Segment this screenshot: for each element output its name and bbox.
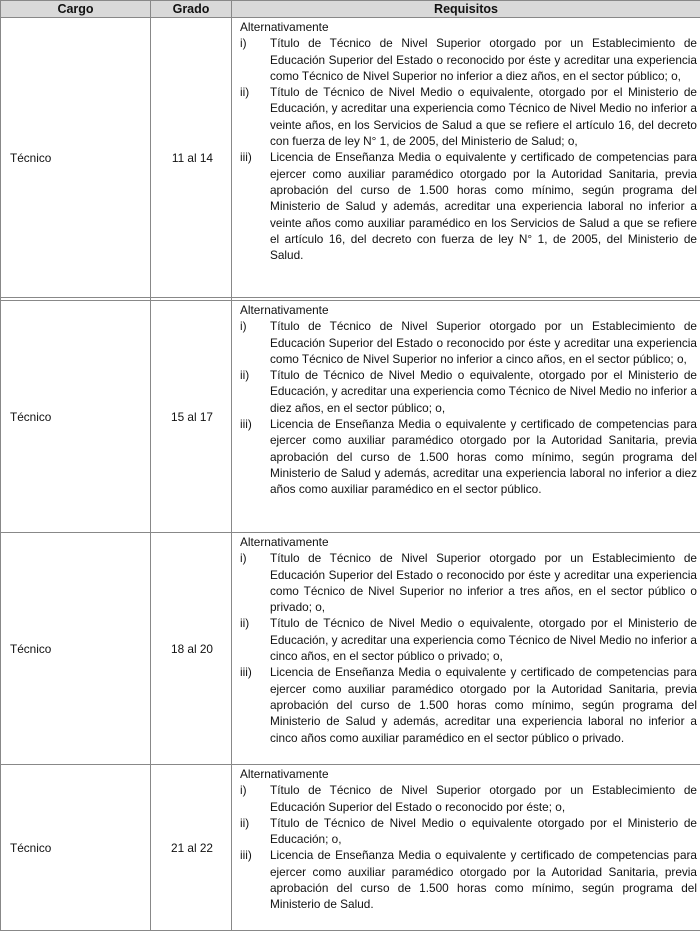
item-text: Título de Técnico de Nivel Superior otorgado por un Establecimiento de Educación Superior del Estado o reconocido por éste y acreditar una experiencia como Técnico de Nivel Superior no inferior a diez años, en el sector público; o, [270, 36, 697, 83]
requisitos-intro: Alternativamente [240, 303, 329, 317]
table-row [1, 18, 700, 298]
header-requisitos: Requisitos [232, 1, 700, 18]
item-number: ii) [240, 616, 250, 631]
item-number: i) [240, 783, 247, 798]
item-number: iii) [240, 417, 252, 432]
item-text: Título de Técnico de Nivel Superior otorgado por un Establecimiento de Educación Superior del Estado o reconocido por éste; o, [270, 783, 697, 814]
grado-cell: 21 al 22 [151, 765, 232, 931]
item-number: i) [240, 36, 247, 51]
requisitos-cell [232, 765, 700, 931]
table-row [1, 301, 700, 533]
requirement-item [240, 367, 697, 416]
requirement-item [240, 664, 697, 745]
requirement-item [240, 35, 697, 84]
requisitos-intro: Alternativamente [240, 767, 329, 781]
item-number: ii) [240, 368, 250, 383]
item-number: iii) [240, 665, 252, 680]
cargo-cell: Técnico [1, 533, 151, 765]
item-text: Título de Técnico de Nivel Superior otorgado por un Establecimiento de Educación Superior del Estado o reconocido por éste y acreditar una experiencia como Técnico de Nivel Superior no inferior a cinco años, en el sector público; o, [270, 319, 697, 366]
item-text: Licencia de Enseñanza Media o equivalente y certificado de competencias para ejercer como auxiliar paramédico otorgado por la Autoridad Sanitaria, previa aprobación del curso de 1.500 horas como mínimo, según programa del Ministerio de Salud y además, acreditar una experiencia laboral no inferior a diez años como auxiliar paramédico en el sector público. [270, 417, 697, 497]
requisitos-cell [232, 18, 700, 298]
item-text: Título de Técnico de Nivel Superior otorgado por un Establecimiento de Educación Superior del Estado o reconocido por éste y acreditar una experiencia como Técnico de Nivel Superior no inferior a tres años, en el sector público o privado; o, [270, 551, 697, 615]
item-text: Licencia de Enseñanza Media o equivalente y certificado de competencias para ejercer como auxiliar paramédico otorgado por la Autoridad Sanitaria, previa aprobación del curso de 1.500 horas como mínimo, según programa del Ministerio de Salud. [270, 848, 697, 912]
item-number: i) [240, 319, 247, 334]
item-number: ii) [240, 815, 250, 830]
requirement-item [240, 615, 697, 664]
requirement-item [240, 550, 697, 615]
item-text: Título de Técnico de Nivel Medio o equivalente, otorgado por el Ministerio de Educación, y acreditar una experiencia como Técnico de Nivel Medio no inferior a veinte años, en los Servicios de Salud a que se refiere el artículo 16, del decreto con fuerza de ley N° 1, de 2005, del Ministerio de Salud; o, [270, 85, 697, 149]
requirement-item [240, 416, 697, 497]
requirement-item [240, 84, 697, 149]
grado-cell: 15 al 17 [151, 301, 232, 533]
header-grado: Grado [151, 1, 232, 18]
table-row [1, 765, 700, 931]
requirement-item [240, 318, 697, 367]
header-cargo: Cargo [1, 1, 151, 18]
grado-cell: 11 al 14 [151, 18, 232, 298]
item-text: Título de Técnico de Nivel Medio o equivalente otorgado por el Ministerio de Educación; o, [270, 815, 697, 847]
item-text: Licencia de Enseñanza Media o equivalente y certificado de competencias para ejercer como auxiliar paramédico otorgado por la Autoridad Sanitaria, previa aprobación del curso de 1.500 horas como mínimo, según programa del Ministerio de Salud y además, acreditar una experiencia laboral no inferior a cinco años como auxiliar paramédico en el sector público o privado. [270, 665, 697, 745]
cargo-cell: Técnico [1, 18, 151, 298]
requirement-item [240, 815, 697, 848]
requirement-item [240, 782, 697, 815]
item-number: iii) [240, 848, 252, 863]
grado-cell: 18 al 20 [151, 533, 232, 765]
cargo-cell: Técnico [1, 765, 151, 931]
requisitos-intro: Alternativamente [240, 20, 329, 34]
item-number: iii) [240, 150, 252, 165]
item-number: ii) [240, 85, 250, 100]
requisitos-intro: Alternativamente [240, 535, 329, 549]
table-row [1, 533, 700, 765]
item-text: Título de Técnico de Nivel Medio o equivalente, otorgado por el Ministerio de Educación, y acreditar una experiencia como Técnico de Nivel Medio no inferior a cinco años, en el sector público o privado; o, [270, 616, 697, 664]
header-row [1, 1, 700, 18]
requirement-item [240, 149, 697, 263]
requisitos-cell [232, 533, 700, 765]
requisitos-cell [232, 301, 700, 533]
item-text: Licencia de Enseñanza Media o equivalente y certificado de competencias para ejercer como auxiliar paramédico otorgado por la Autoridad Sanitaria, previa aprobación del curso de 1.500 horas como mínimo, según programa del Ministerio de Salud y además, acreditar una experiencia laboral no inferior a veinte años como auxiliar paramédico en los Servicios de Salud a que se refiere el artículo 16, del decreto con fuerza de ley N° 1, de 2005, del Ministerio de Salud. [270, 150, 697, 263]
item-text: Título de Técnico de Nivel Medio o equivalente, otorgado por el Ministerio de Educación, y acreditar una experiencia como Técnico de Nivel Medio no inferior a diez años, en el sector público; o, [270, 368, 697, 415]
item-number: i) [240, 551, 247, 566]
cargo-cell: Técnico [1, 301, 151, 533]
requirement-item [240, 847, 697, 912]
